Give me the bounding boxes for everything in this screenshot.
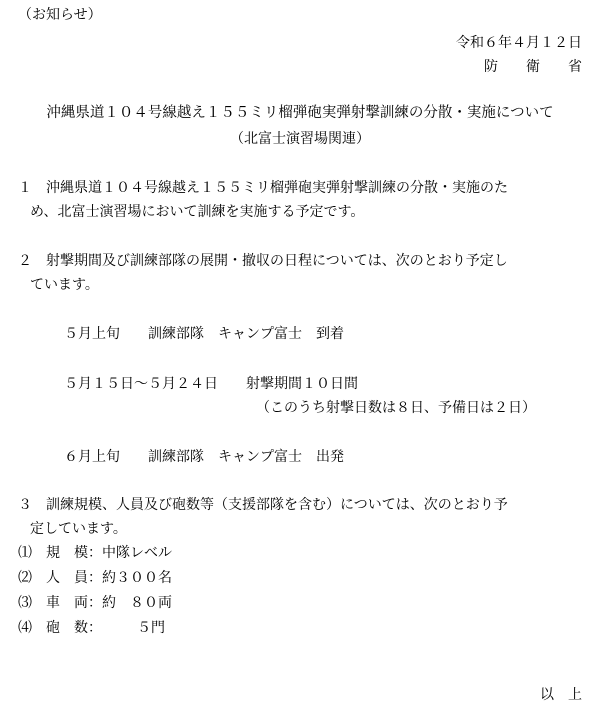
section-1-line-1: １ 沖縄県道１０４号線越え１５５ミリ榴弾砲実弾射撃訓練の分散・実施のた [18, 180, 508, 196]
issuer-name: 防 衛 省 [484, 59, 582, 75]
schedule-departure: ６月上旬 訓練部隊 キャンプ富士 出発 [64, 449, 344, 465]
notice-label: （お知らせ） [18, 7, 102, 23]
schedule-arrival: ５月上旬 訓練部隊 キャンプ富士 到着 [64, 326, 344, 342]
list-item-guns: ⑷ 砲 数： ５門 [18, 620, 165, 636]
issue-date: 令和６年４月１２日 [456, 35, 582, 51]
schedule-firing-note: （このうち射撃日数は８日、予備日は２日） [256, 400, 536, 416]
list-item-personnel: ⑵ 人 員：約３００名 [18, 570, 172, 586]
list-item-vehicles: ⑶ 車 両：約 ８０両 [18, 595, 172, 611]
document-title: 沖縄県道１０４号線越え１５５ミリ榴弾砲実弾射撃訓練の分散・実施について [46, 105, 554, 121]
section-2-line-1: ２ 射撃期間及び訓練部隊の展開・撤収の日程については、次のとおり予定し [18, 253, 508, 269]
section-2-line-2: ています。 [30, 277, 99, 293]
schedule-firing-period: ５月１５日～５月２４日 射撃期間１０日間 [64, 376, 358, 392]
section-3-line-1: ３ 訓練規模、人員及び砲数等（支援部隊を含む）については、次のとおり予 [18, 497, 508, 513]
section-3-line-2: 定しています。 [30, 521, 127, 537]
section-1-line-2: め、北富士演習場において訓練を実施する予定です。 [30, 204, 365, 220]
list-item-scale: ⑴ 規 模：中隊レベル [18, 545, 172, 561]
document-subtitle: （北富士演習場関連） [230, 131, 370, 147]
closing-mark: 以 上 [540, 687, 582, 703]
